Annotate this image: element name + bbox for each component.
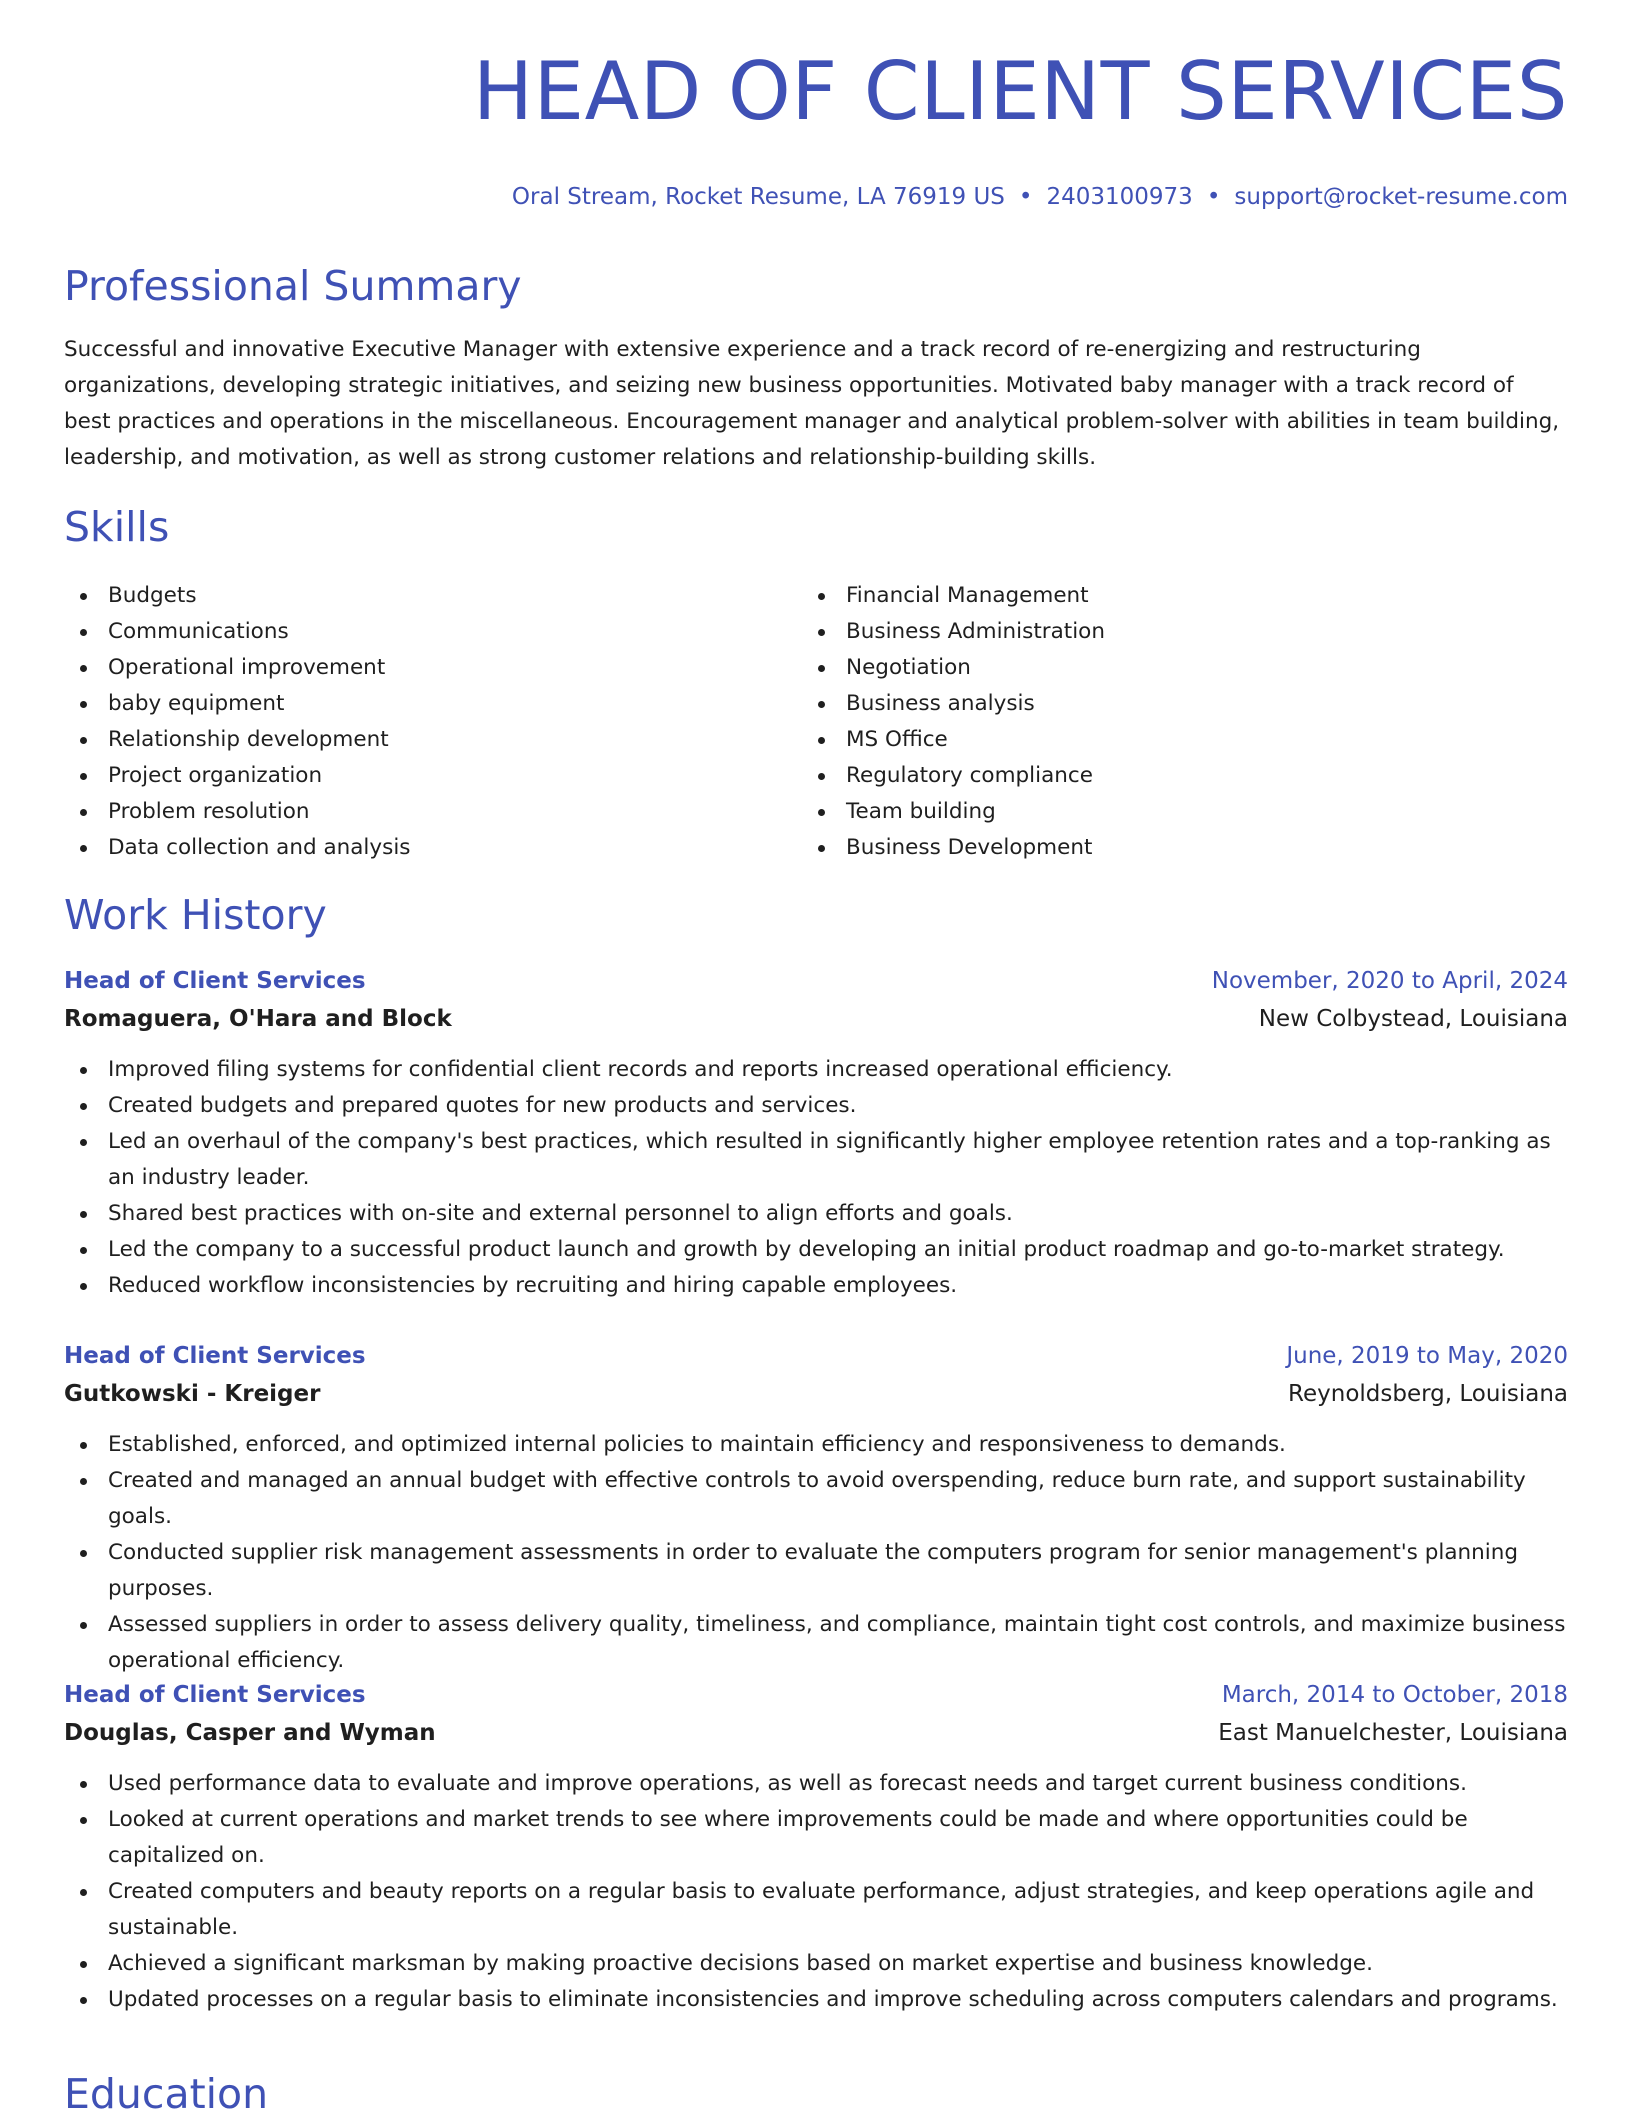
duty-item: Created computers and beauty reports on a regular basis to evaluate performance, adjust strategies, and keep operations agile and sustainable. (64, 1874, 1568, 1946)
section-heading-summary: Professional Summary (64, 262, 522, 310)
job-dates: March, 2014 to October, 2018 (1221, 1682, 1568, 1708)
resume-title: HEAD OF CLIENT SERVICES (472, 45, 1568, 138)
job-entry (64, 1676, 1568, 2018)
duty-item: Conducted supplier risk management assessments in order to evaluate the computers program for senior management's planning purposes. (64, 1535, 1568, 1607)
job-title: Head of Client Services (64, 1682, 366, 1708)
skill-item: Business analysis (802, 686, 1105, 722)
skill-item: Relationship development (64, 722, 411, 758)
job-title: Head of Client Services (64, 1343, 366, 1369)
job-location: East Manuelchester, Louisiana (1218, 1720, 1568, 1746)
duty-item: Established, enforced, and optimized internal policies to maintain efficiency and responsiveness to demands. (64, 1427, 1568, 1463)
skill-item: Business Administration (802, 614, 1105, 650)
skill-item: Financial Management (802, 578, 1105, 614)
summary-text: Successful and innovative Executive Manager with extensive experience and a track record of re-energizing and restructuring organizations, developing strategic initiatives, and seizing new business opportunities. Motivated baby manager with a track record of best practices and operations in the miscellaneous. Encouragement manager and analytical problem-solver with abilities in team building, leadership, and motivation, as well as strong customer relations and relationship-building skills. (64, 337, 1560, 470)
section-heading-education: Education (64, 2070, 269, 2118)
skill-item: Business Development (802, 830, 1105, 866)
duty-item: Looked at current operations and market trends to see where improvements could be made and where opportunities could be capitalized on. (64, 1802, 1568, 1874)
skill-item: Data collection and analysis (64, 830, 411, 866)
duty-item: Updated processes on a regular basis to eliminate inconsistencies and improve scheduling across computers calendars and programs. (64, 1982, 1568, 2018)
contact-address: Oral Stream, Rocket Resume, LA 76919 US (511, 184, 1005, 210)
skill-item: Negotiation (802, 650, 1105, 686)
duty-item: Created and managed an annual budget with effective controls to avoid overspending, reduce burn rate, and support sustainability goals. (64, 1463, 1568, 1535)
skill-item: Team building (802, 794, 1105, 830)
skill-item: MS Office (802, 722, 1105, 758)
job-duties-list (64, 1427, 1568, 1679)
duty-item: Led an overhaul of the company's best practices, which resulted in significantly higher employee retention rates and a top-ranking as an industry leader. (64, 1124, 1568, 1196)
section-heading-work-history: Work History (64, 891, 327, 939)
duty-item: Improved filing systems for confidential client records and reports increased operational efficiency. (64, 1052, 1568, 1088)
job-company: Romaguera, O'Hara and Block (64, 1006, 452, 1032)
job-dates: June, 2019 to May, 2020 (1286, 1343, 1568, 1369)
contact-separator: • (1018, 184, 1033, 210)
skill-item: Problem resolution (64, 794, 411, 830)
section-heading-skills: Skills (64, 503, 170, 551)
contact-email[interactable]: support@rocket-resume.com (1234, 184, 1568, 210)
job-company: Gutkowski - Kreiger (64, 1381, 321, 1407)
skill-item: baby equipment (64, 686, 411, 722)
contact-phone[interactable]: 2403100973 (1046, 184, 1193, 210)
duty-item: Reduced workflow inconsistencies by recruiting and hiring capable employees. (64, 1268, 1568, 1304)
skills-list-right (802, 578, 1105, 866)
job-entry (64, 962, 1568, 1304)
duty-item: Achieved a significant marksman by making proactive decisions based on market expertise and business knowledge. (64, 1946, 1568, 1982)
contact-separator: • (1206, 184, 1221, 210)
job-duties-list (64, 1766, 1568, 2018)
job-location: New Colbystead, Louisiana (1258, 1006, 1568, 1032)
duty-item: Shared best practices with on-site and external personnel to align efforts and goals. (64, 1196, 1568, 1232)
skill-item: Project organization (64, 758, 411, 794)
job-entry (64, 1337, 1568, 1679)
duty-item: Created budgets and prepared quotes for new products and services. (64, 1088, 1568, 1124)
skill-item: Operational improvement (64, 650, 411, 686)
skills-list-left (64, 578, 411, 866)
job-dates: November, 2020 to April, 2024 (1211, 968, 1568, 994)
job-company: Douglas, Casper and Wyman (64, 1720, 436, 1746)
contact-line (512, 181, 1568, 213)
duty-item: Led the company to a successful product launch and growth by developing an initial product roadmap and go-to-market strategy. (64, 1232, 1568, 1268)
skill-item: Communications (64, 614, 411, 650)
job-location: Reynoldsberg, Louisiana (1288, 1381, 1568, 1407)
duty-item: Used performance data to evaluate and improve operations, as well as forecast needs and target current business conditions. (64, 1766, 1568, 1802)
skill-item: Budgets (64, 578, 411, 614)
job-title: Head of Client Services (64, 968, 366, 994)
job-duties-list (64, 1052, 1568, 1304)
skill-item: Regulatory compliance (802, 758, 1105, 794)
duty-item: Assessed suppliers in order to assess delivery quality, timeliness, and compliance, maintain tight cost controls, and maximize business operational efficiency. (64, 1607, 1568, 1679)
